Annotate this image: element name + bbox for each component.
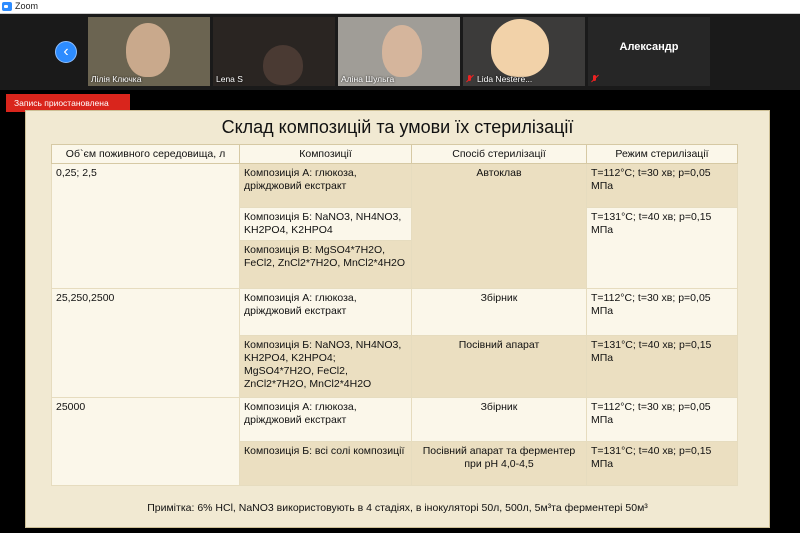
title-bar [0, 0, 800, 14]
composition-cell: Композиція А: глюкоза, дріжджовий екстракт [240, 289, 412, 336]
shared-screen-slide [25, 110, 770, 528]
method-cell: Посівний апарат [412, 336, 587, 398]
table-row [52, 398, 738, 442]
mode-cell: T=112°C; t=30 хв; p=0,05 МПа [587, 289, 738, 336]
muted-mic-icon [591, 75, 598, 83]
composition-cell: Композиція А: глюкоза, дріжджовий екстракт [240, 398, 412, 442]
method-cell: Автоклав [412, 164, 587, 289]
volume-cell: 25000 [52, 398, 240, 486]
participant-avatar [491, 19, 549, 77]
mode-cell: T=131°C; t=40 хв; p=0,15 МПа [587, 208, 738, 289]
table-header: Режим стерилізації [587, 145, 738, 164]
table-row [52, 164, 738, 208]
window-title: Zoom [15, 1, 39, 11]
composition-cell: Композиція А: глюкоза, дріжджовий екстракт [240, 164, 412, 208]
participant-tile[interactable] [338, 17, 460, 86]
volume-cell: 0,25; 2,5 [52, 164, 240, 289]
participant-video [263, 45, 303, 85]
table-header: Композиції [240, 145, 412, 164]
slide-title: Склад композицій та умови їх стерилізації [221, 117, 574, 137]
participant-name: Lena S [216, 74, 243, 84]
participant-tile[interactable] [463, 17, 585, 86]
participant-tile[interactable] [213, 17, 335, 86]
participant-name: Александр [619, 41, 679, 53]
mode-cell: T=112°C; t=30 хв; p=0,05 МПа [587, 398, 738, 442]
participant-name: Аліна Шульга [341, 74, 395, 84]
table-header-row [52, 145, 738, 164]
table-row [52, 289, 738, 336]
participant-name: Лілія Ключка [91, 74, 142, 84]
table-header: Спосіб стерилізації [412, 145, 587, 164]
participant-name: Lida Nestere... [477, 74, 533, 84]
method-cell: Збірник [412, 289, 587, 336]
volume-cell: 25,250,2500 [52, 289, 240, 398]
method-cell: Збірник [412, 398, 587, 442]
muted-mic-icon [466, 75, 473, 83]
composition-cell: Композиція Б: всі солі композиції [240, 442, 412, 486]
mode-cell: T=112°C; t=30 хв; p=0,05 МПа [587, 164, 738, 208]
chevron-left-icon: ‹ [63, 43, 69, 60]
composition-table [51, 144, 738, 486]
composition-cell: Композиція В: MgSO4*7H2O, FeCl2, ZnCl2*7H2O, MnCl2*4H2O [240, 241, 412, 289]
participant-tile[interactable] [88, 17, 210, 86]
table-header: Об`єм поживного середовища, л [52, 145, 240, 164]
previous-page-button[interactable] [55, 41, 77, 63]
participant-video [382, 25, 422, 77]
method-cell: Посівний апарат та ферментер при pH 4,0-4,5 [412, 442, 587, 486]
composition-cell: Композиція Б: NaNO3, NH4NO3, KH2PO4, K2HPO4; MgSO4*7H2O, FeCl2, ZnCl2*7H2O, MnCl2*4H2O [240, 336, 412, 398]
recording-status-badge[interactable]: Запись приостановлена [6, 94, 130, 112]
participant-tile[interactable] [588, 17, 710, 86]
composition-cell: Композиція Б: NaNO3, NH4NO3, KH2PO4, K2HPO4 [240, 208, 412, 241]
slide-footnote: Примітка: 6% HCl, NaNO3 використовують в 4 стадіях, в інокуляторі 50л, 500л, 5м³та ферментері 50м³ [147, 502, 648, 514]
mode-cell: T=131°C; t=40 хв; p=0,15 МПа [587, 442, 738, 486]
mode-cell: T=131°C; t=40 хв; p=0,15 МПа [587, 336, 738, 398]
zoom-logo-icon [2, 2, 12, 11]
participant-video [126, 23, 170, 77]
